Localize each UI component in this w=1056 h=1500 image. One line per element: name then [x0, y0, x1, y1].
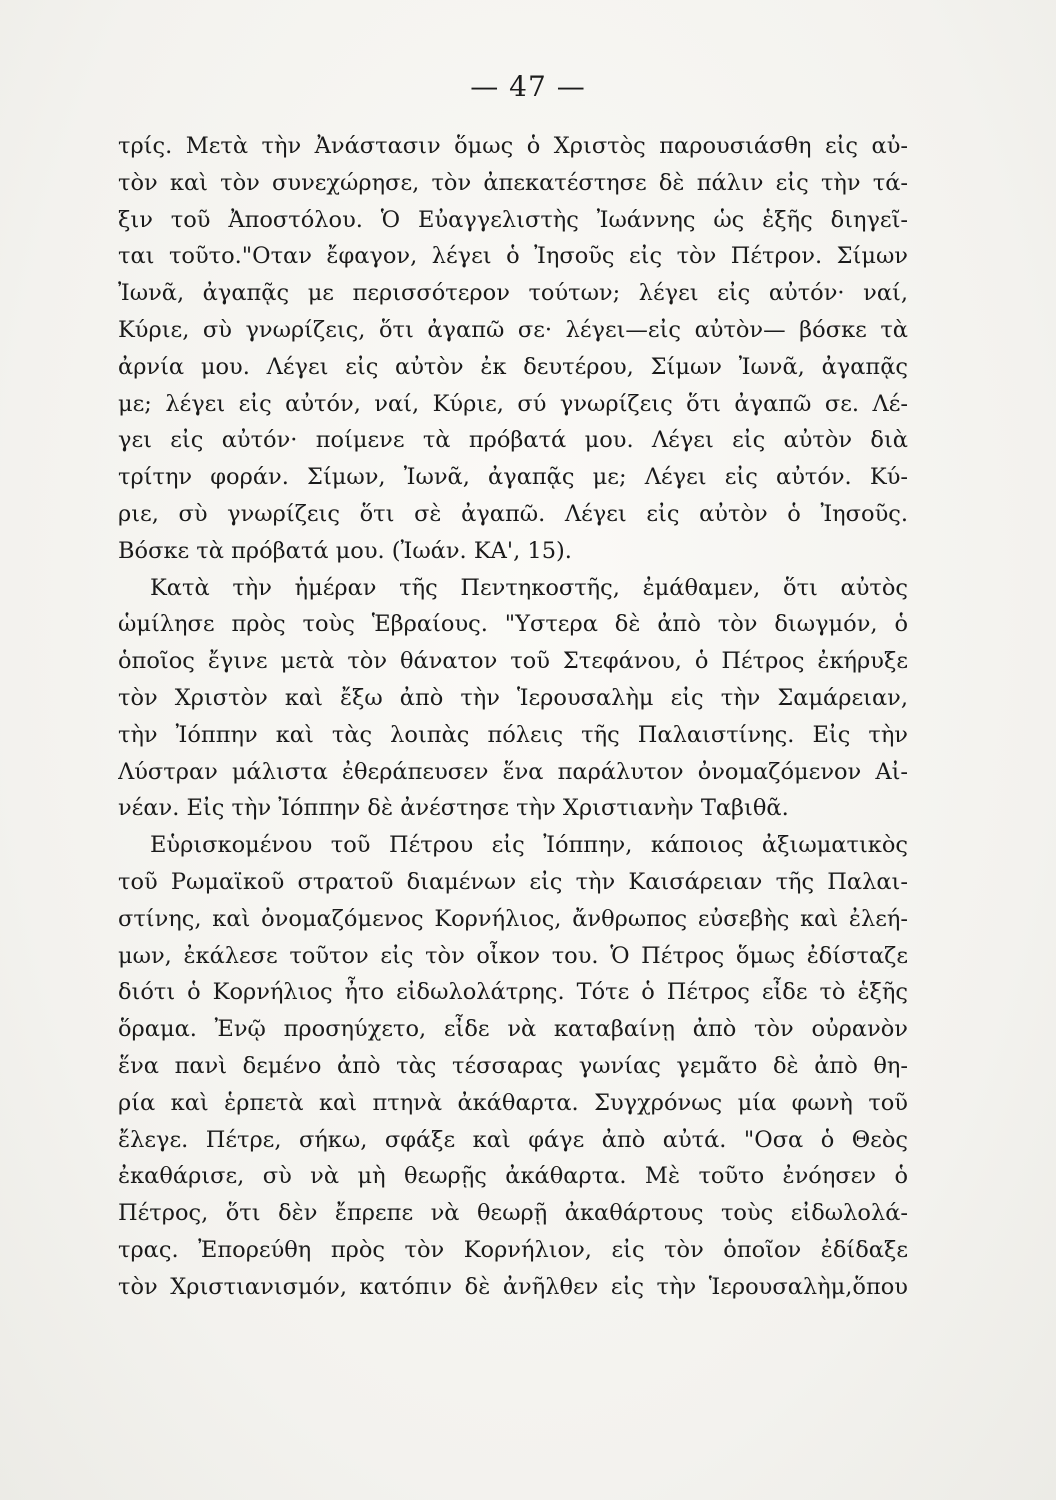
text-line: τὸν καὶ τὸν συνεχώρησε, τὸν ἀπεκατέστησε δὲ πάλιν εἰς τὴν τά- [118, 169, 908, 196]
text-line: Κύριε, σὺ γνωρίζεις, ὅτι ἀγαπῶ σε· λέγει—εἰς αὐτὸν— βόσκε τὰ [118, 316, 908, 343]
text-line: ρία καὶ ἑρπετὰ καὶ πτηνὰ ἀκάθαρτα. Συγχρόνως μία φωνὴ τοῦ [118, 1089, 908, 1116]
text-line: ὡμίλησε πρὸς τοὺς Ἑβραίους. "Υστερα δὲ ἀπὸ τὸν διωγμόν, ὁ [118, 611, 908, 638]
text-line: Εὑρισκομένου τοῦ Πέτρου εἰς Ἰόππην, κάποιος ἀξιωματικὸς [150, 832, 908, 859]
text-line: νέαν. Εἰς τὴν Ἰόππην δὲ ἀνέστησε τὴν Χριστιανὴν Ταβιθᾶ. [118, 795, 789, 822]
text-line: ἕνα πανὶ δεμένο ἀπὸ τὰς τέσσαρας γωνίας γεμᾶτο δὲ ἀπὸ θη- [118, 1052, 908, 1079]
text-line: τοῦ Ρωμαϊκοῦ στρατοῦ διαμένων εἰς τὴν Καισάρειαν τῆς Παλαι- [118, 868, 908, 895]
text-line: ἐκαθάρισε, σὺ νὰ μὴ θεωρῇς ἀκάθαρτα. Μὲ τοῦτο ἐνόησεν ὁ [118, 1163, 908, 1190]
text-line: Ἰωνᾶ, ἀγαπᾷς με περισσότερον τούτων; λέγει εἰς αὐτόν· ναί, [118, 280, 908, 307]
text-line: στίνης, καὶ ὀνομαζόμενος Κορνήλιος, ἄνθρωπος εὐσεβὴς καὶ ἐλεή- [118, 905, 908, 932]
text-line: Βόσκε τὰ πρόβατά μου. (Ἰωάν. ΚΑ', 15). [118, 537, 572, 564]
text-line: τὸν Χριστὸν καὶ ἔξω ἀπὸ τὴν Ἱερουσαλὴμ εἰς τὴν Σαμάρειαν, [118, 684, 908, 711]
text-line: ὅραμα. Ἐνῷ προσηύχετο, εἶδε νὰ καταβαίνῃ ἀπὸ τὸν οὐρανὸν [118, 1016, 908, 1043]
page-number: — 47 — [470, 70, 586, 103]
text-line: τρίτην φοράν. Σίμων, Ἰωνᾶ, ἀγαπᾷς με; Λέγει εἰς αὐτόν. Κύ- [118, 464, 908, 491]
text-line: Κατὰ τὴν ἡμέραν τῆς Πεντηκοστῆς, ἐμάθαμεν, ὅτι αὐτὸς [150, 574, 908, 601]
text-line: ἀρνία μου. Λέγει εἰς αὐτὸν ἐκ δευτέρου, Σίμων Ἰωνᾶ, ἀγαπᾷς [118, 353, 908, 380]
text-line: με; λέγει εἰς αὐτόν, ναί, Κύριε, σύ γνωρίζεις ὅτι ἀγαπῶ σε. Λέ- [118, 390, 908, 417]
body-text [118, 128, 908, 1306]
text-line: διότι ὁ Κορνήλιος ἦτο εἰδωλολάτρης. Τότε ὁ Πέτρος εἶδε τὸ ἑξῆς [118, 979, 908, 1006]
text-line: γει εἰς αὐτόν· ποίμενε τὰ πρόβατά μου. Λέγει εἰς αὐτὸν διὰ [118, 427, 908, 454]
text-line: ξιν τοῦ Ἀποστόλου. Ὁ Εὐαγγελιστὴς Ἰωάννης ὡς ἑξῆς διηγεῖ- [118, 206, 908, 233]
text-line: τρας. Ἐπορεύθη πρὸς τὸν Κορνήλιον, εἰς τὸν ὁποῖον ἐδίδαξε [118, 1236, 908, 1263]
text-line: μων, ἐκάλεσε τοῦτον εἰς τὸν οἶκον του. Ὁ Πέτρος ὅμως ἐδίσταζε [118, 942, 908, 969]
text-line: ὁποῖος ἔγινε μετὰ τὸν θάνατον τοῦ Στεφάνου, ὁ Πέτρος ἐκήρυξε [118, 648, 908, 675]
text-line: τὸν Χριστιανισμόν, κατόπιν δὲ ἀνῆλθεν εἰς τὴν Ἱερουσαλὴμ,ὅπου [118, 1273, 908, 1300]
text-line: ται τοῦτο."Οταν ἔφαγον, λέγει ὁ Ἰησοῦς εἰς τὸν Πέτρον. Σίμων [118, 243, 908, 270]
text-line: τρίς. Μετὰ τὴν Ἀνάστασιν ὅμως ὁ Χριστὸς παρουσιάσθη εἰς αὐ- [118, 133, 908, 159]
text-line: ριε, σὺ γνωρίζεις ὅτι σὲ ἀγαπῶ. Λέγει εἰς αὐτὸν ὁ Ἰησοῦς. [118, 500, 908, 527]
text-line: τὴν Ἰόππην καὶ τὰς λοιπὰς πόλεις τῆς Παλαιστίνης. Εἰς τὴν [118, 721, 908, 748]
text-line: Λύστραν μάλιστα ἐθεράπευσεν ἕνα παράλυτον ὀνομαζόμενον Αἰ- [118, 758, 908, 785]
text-line: ἔλεγε. Πέτρε, σήκω, σφάξε καὶ φάγε ἀπὸ αὐτά. "Οσα ὁ Θεὸς [118, 1126, 908, 1153]
text-line: Πέτρος, ὅτι δὲν ἔπρεπε νὰ θεωρῇ ἀκαθάρτους τοὺς εἰδωλολά- [118, 1200, 908, 1227]
